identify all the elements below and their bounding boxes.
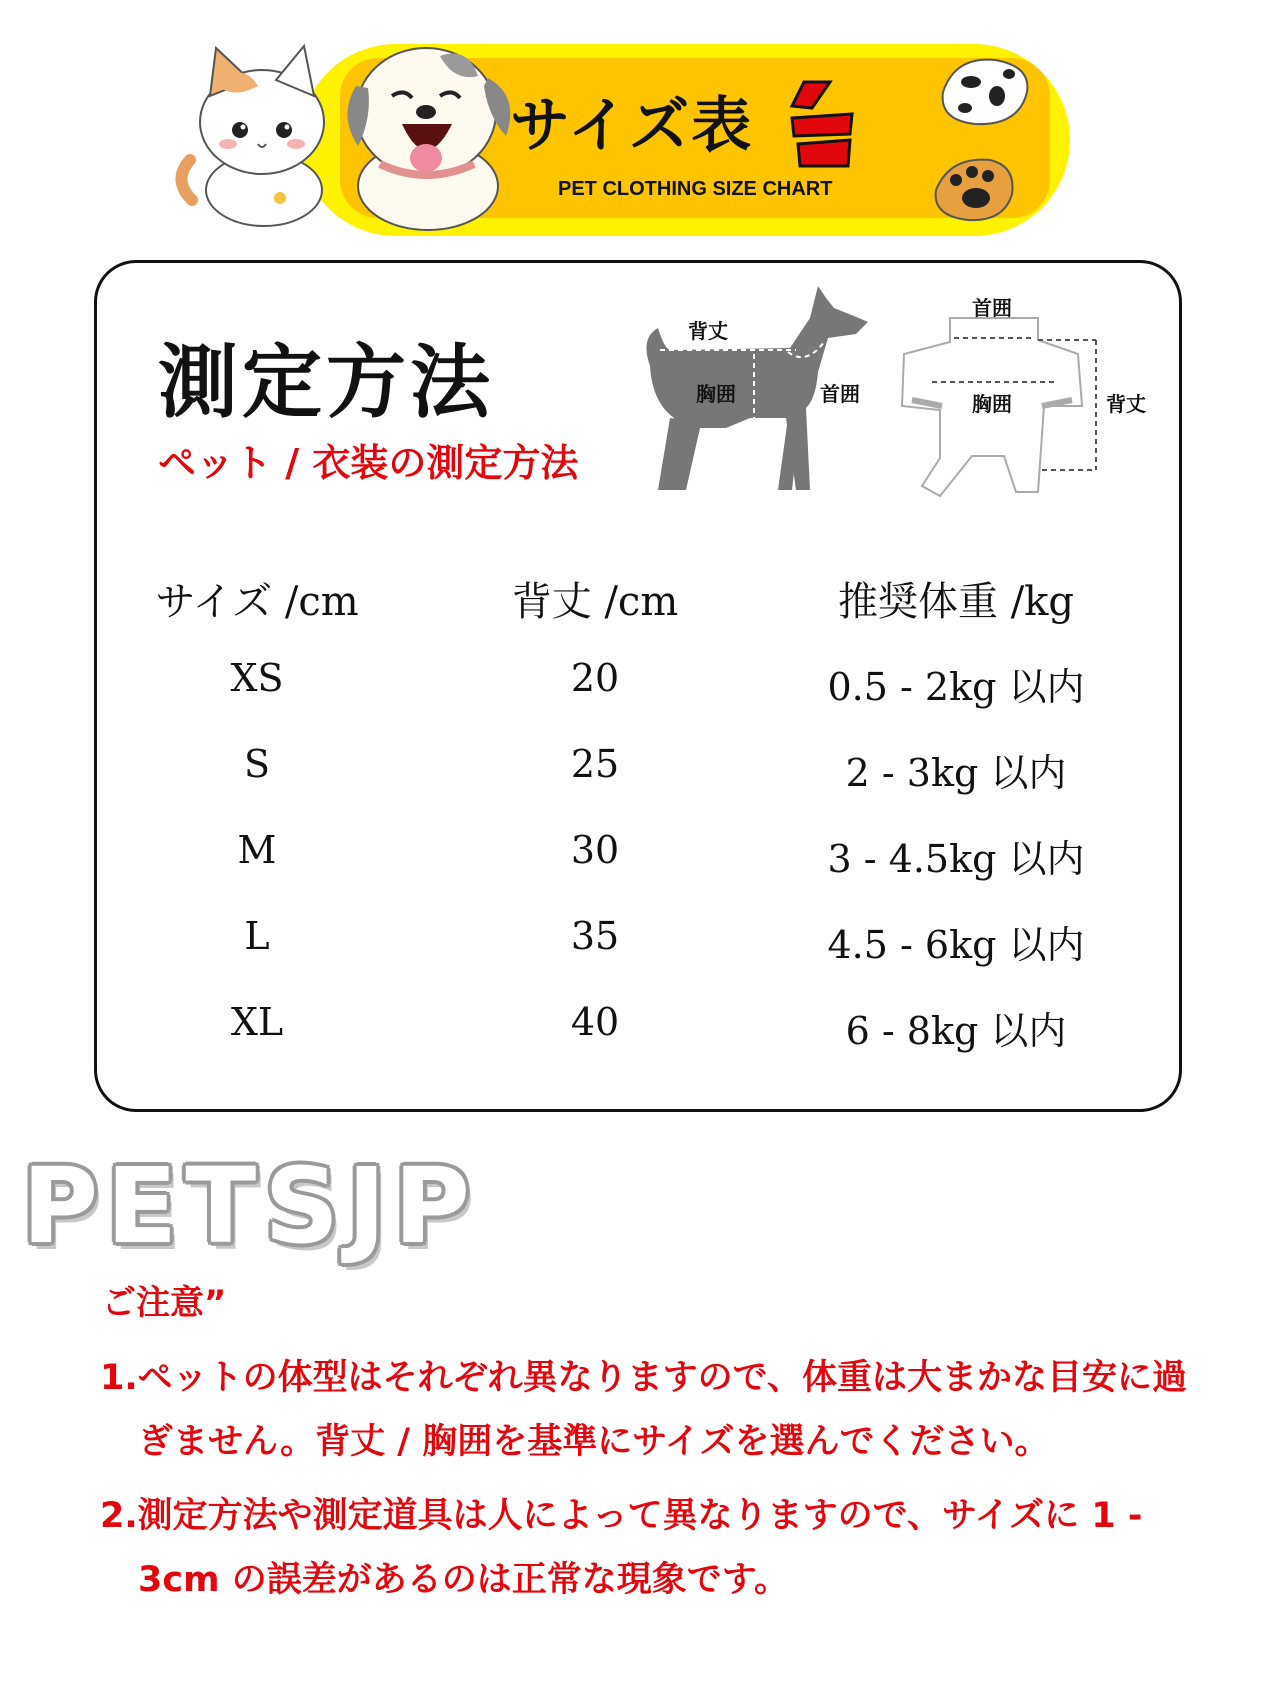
table-row — [120, 656, 1160, 716]
note-item-2: 2.測定方法や測定道具は人によって異なりますので、サイズに 1 - 3cm の誤差があるのは正常な現象です。 — [100, 1496, 1143, 1600]
size-cell: L — [244, 914, 270, 958]
size-chart-subtitle: PET CLOTHING SIZE CHART — [558, 178, 833, 200]
table-row — [120, 914, 1160, 974]
brand-logo: PETSJP — [22, 1145, 479, 1267]
weight-cell: 3 - 4.5kg 以内 — [827, 837, 1085, 881]
dog-illustration — [328, 26, 524, 232]
back-length-cell: 20 — [570, 656, 620, 700]
back-length-cell: 40 — [570, 1000, 620, 1044]
size-cell: M — [237, 828, 277, 872]
spotted-paw-icon — [935, 52, 1035, 132]
garment-back-length-label: 背丈 — [1106, 392, 1146, 416]
notes-section — [100, 1275, 1220, 1612]
table-row — [120, 742, 1160, 802]
measurement-title: 測定方法 — [158, 336, 494, 429]
size-table-header — [120, 570, 1160, 630]
measurement-subtitle: ペット / 衣装の測定方法 — [158, 441, 579, 485]
garment-neck-label: 首囲 — [972, 296, 1012, 320]
dog-back-length-label: 背丈 — [688, 319, 728, 343]
dog-chest-label: 胸囲 — [696, 382, 736, 406]
back-length-cell: 30 — [570, 828, 620, 872]
weight-cell: 4.5 - 6kg 以内 — [827, 923, 1085, 967]
header-weight: 推奨体重 /kg — [837, 579, 1075, 625]
paw-icon — [930, 150, 1018, 224]
header-back-length: 背丈 /cm — [511, 579, 679, 625]
dog-neck-label: 首囲 — [820, 382, 860, 406]
cat-illustration — [172, 40, 340, 230]
size-cell: XS — [230, 656, 284, 700]
header-size: サイズ /cm — [155, 579, 359, 625]
back-length-cell: 35 — [570, 914, 620, 958]
weight-cell: 2 - 3kg 以内 — [845, 751, 1067, 795]
weight-cell: 6 - 8kg 以内 — [845, 1009, 1067, 1053]
garment-chest-label: 胸囲 — [972, 392, 1012, 416]
size-cell: XL — [230, 1000, 284, 1044]
back-length-cell: 25 — [570, 742, 620, 786]
note-item-1: 1.ペットの体型はそれぞれ異なりますので、体重は大まかな目安に過ぎません。背丈 / 胸囲を基準にサイズを選んでください。 — [100, 1358, 1187, 1462]
table-row — [120, 1000, 1160, 1060]
size-cell: S — [243, 742, 271, 786]
exclamation-icon — [788, 78, 858, 170]
notes-heading: ご注意” — [102, 1283, 227, 1323]
weight-cell: 0.5 - 2kg 以内 — [827, 665, 1085, 709]
table-row — [120, 828, 1160, 888]
size-chart-title: サイズ表 — [510, 91, 754, 161]
